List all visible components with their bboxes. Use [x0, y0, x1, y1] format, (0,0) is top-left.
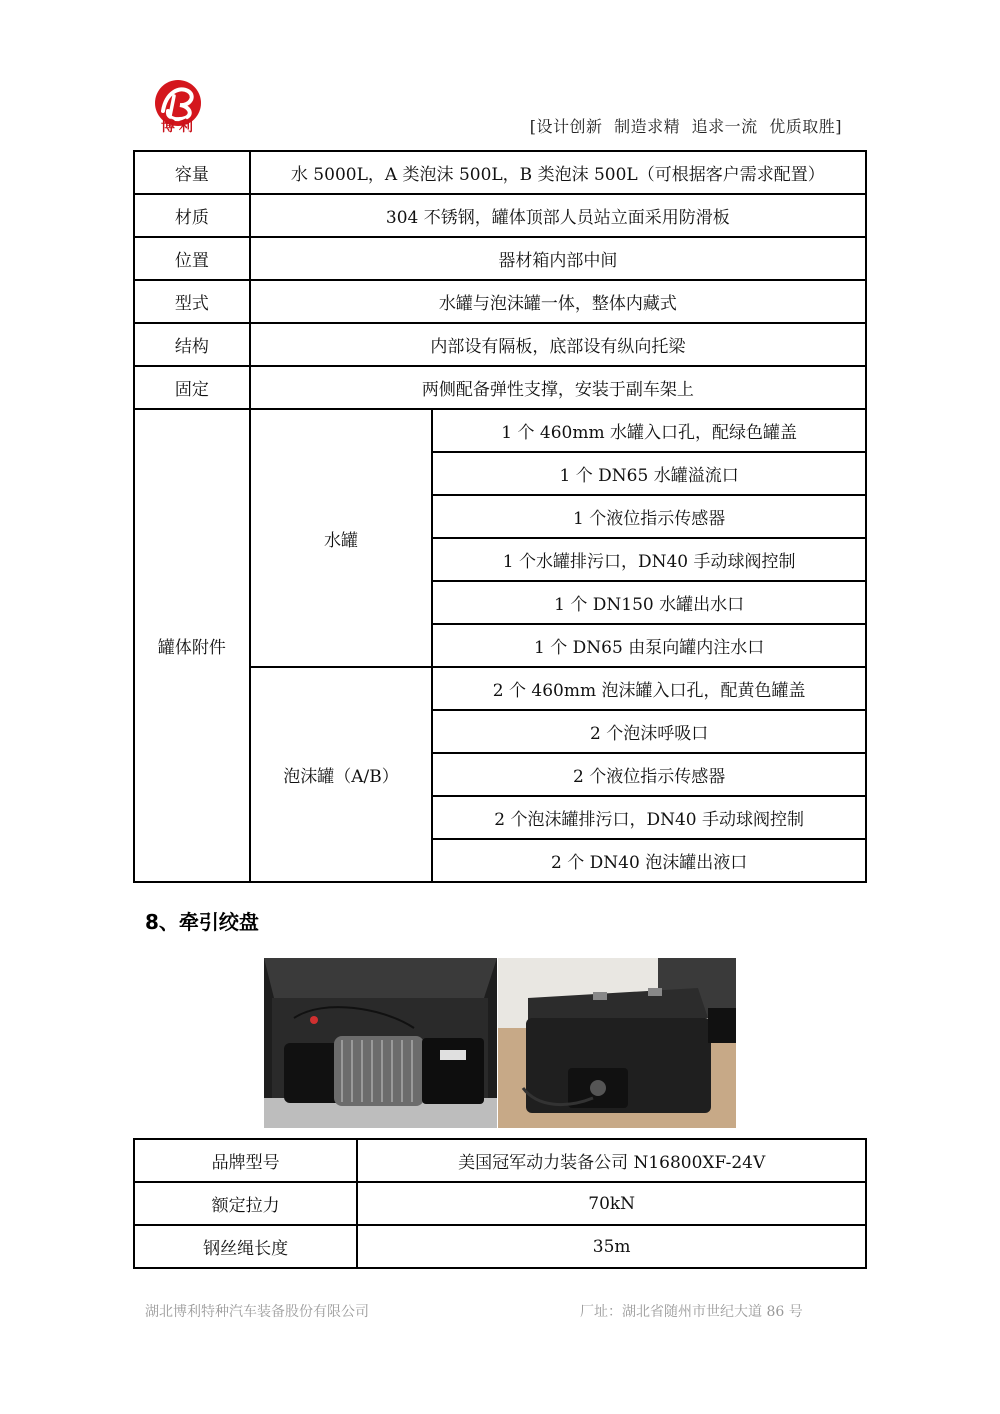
table-row: [134, 280, 866, 323]
table-row: [134, 366, 866, 409]
spec-value: 美国冠军动力装备公司 N16800XF-24V: [357, 1139, 866, 1182]
footer-address: 厂址：湖北省随州市世纪大道 86 号: [580, 1304, 803, 1320]
spec-label: 容量: [134, 151, 250, 194]
accessory-item: 2 个泡沫呼吸口: [432, 710, 866, 753]
spec-value: 70kN: [357, 1182, 866, 1225]
winch-in-box-photo: [264, 958, 497, 1128]
accessory-item: 1 个 DN65 由泵向罐内注水口: [432, 624, 866, 667]
accessory-item: 1 个水罐排污口，DN40 手动球阀控制: [432, 538, 866, 581]
table-row: [134, 237, 866, 280]
winch-box-photo: [498, 958, 736, 1128]
accessory-item: 2 个泡沫罐排污口，DN40 手动球阀控制: [432, 796, 866, 839]
spec-value: 器材箱内部中间: [250, 237, 866, 280]
table-row: [134, 1225, 866, 1268]
table-row: [134, 323, 866, 366]
spec-value: 35m: [357, 1225, 866, 1268]
spec-label: 品牌型号: [134, 1139, 357, 1182]
brand-name: 博利: [161, 119, 197, 135]
accessory-item: 1 个 DN65 水罐溢流口: [432, 452, 866, 495]
accessory-item: 1 个 460mm 水罐入口孔，配绿色罐盖: [432, 409, 866, 452]
page-header: [0, 0, 1000, 150]
spec-label: 结构: [134, 323, 250, 366]
spec-value: 两侧配备弹性支撑，安装于副车架上: [250, 366, 866, 409]
accessory-item: 1 个 DN150 水罐出水口: [432, 581, 866, 624]
table-row: [134, 194, 866, 237]
accessories-label: 罐体附件: [134, 409, 250, 882]
section-title: 8、牵引绞盘: [145, 910, 259, 934]
company-motto: [设计创新 制造求精 追求一流 优质取胜]: [529, 117, 842, 136]
spec-label: 额定拉力: [134, 1182, 357, 1225]
spec-value: 水罐与泡沫罐一体，整体内藏式: [250, 280, 866, 323]
accessory-group-foam-tank: 泡沫罐（A/B）: [250, 667, 433, 882]
footer-company: 湖北博利特种汽车装备股份有限公司: [145, 1304, 369, 1320]
spec-label: 位置: [134, 237, 250, 280]
spec-value: 水 5000L，A 类泡沫 500L，B 类泡沫 500L（可根据客户需求配置）: [250, 151, 866, 194]
spec-value: 304 不锈钢，罐体顶部人员站立面采用防滑板: [250, 194, 866, 237]
accessory-group-water-tank: 水罐: [250, 409, 433, 667]
accessory-item: 2 个液位指示传感器: [432, 753, 866, 796]
winch-spec-table: [133, 1138, 867, 1269]
spec-label: 钢丝绳长度: [134, 1225, 357, 1268]
table-row: [134, 1139, 866, 1182]
accessory-item: 2 个 460mm 泡沫罐入口孔，配黄色罐盖: [432, 667, 866, 710]
accessory-item: 2 个 DN40 泡沫罐出液口: [432, 839, 866, 882]
spec-label: 固定: [134, 366, 250, 409]
spec-label: 型式: [134, 280, 250, 323]
table-row: [134, 151, 866, 194]
table-row: [134, 1182, 866, 1225]
spec-label: 材质: [134, 194, 250, 237]
accessory-item: 1 个液位指示传感器: [432, 495, 866, 538]
winch-photos: [264, 958, 736, 1128]
table-row: [134, 409, 866, 452]
tank-spec-table: [133, 150, 867, 883]
spec-value: 内部设有隔板，底部设有纵向托梁: [250, 323, 866, 366]
